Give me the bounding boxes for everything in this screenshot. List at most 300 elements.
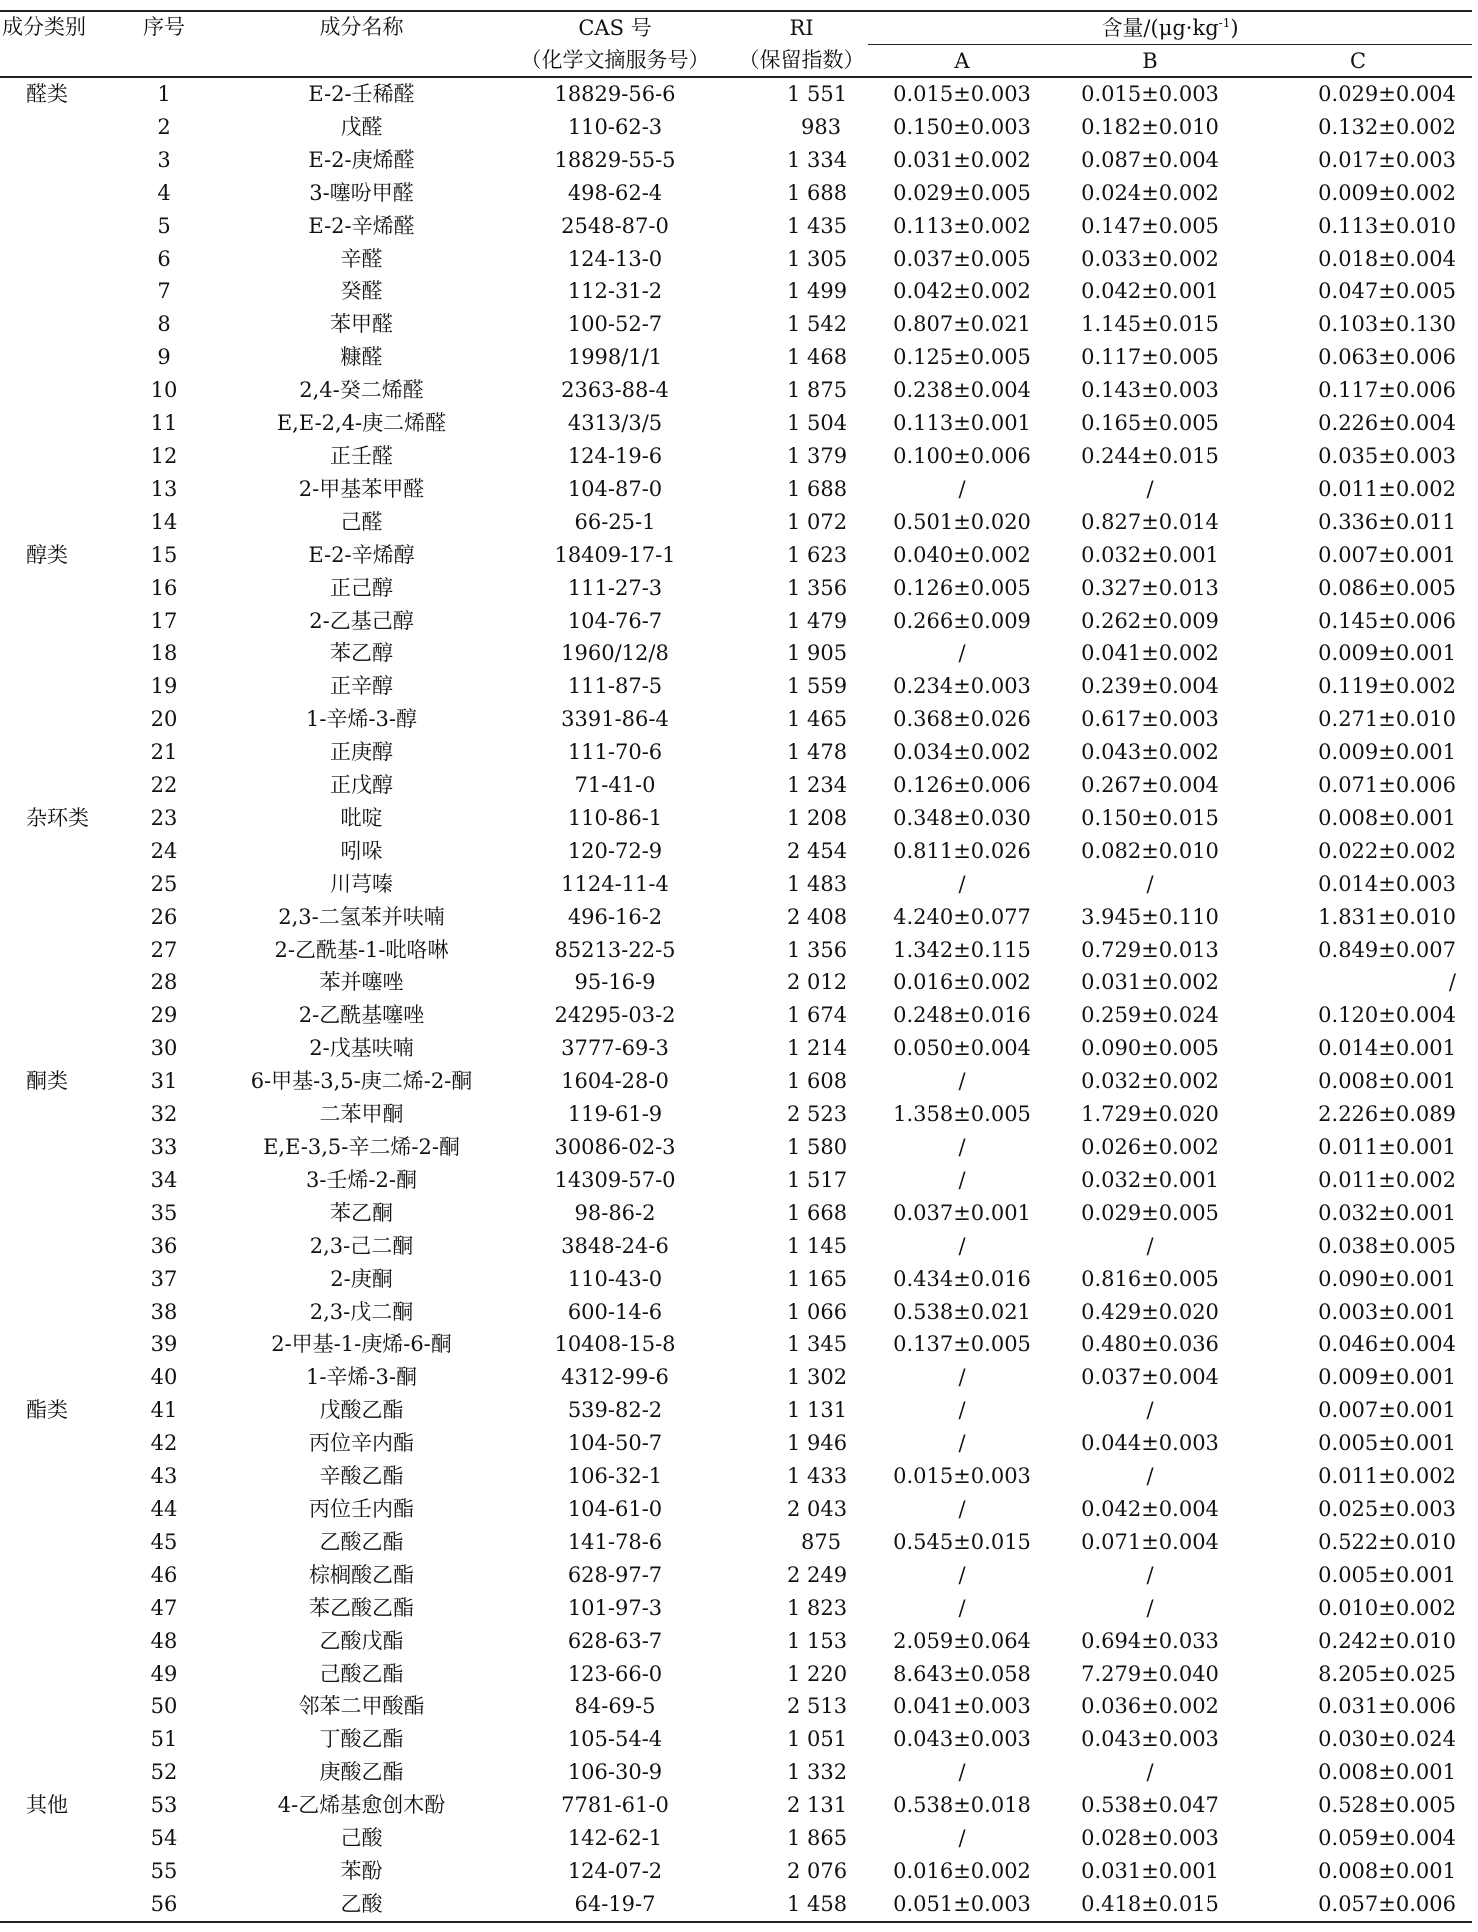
number-cell: 12 — [150, 443, 178, 468]
name-cell: 癸醛 — [340, 279, 383, 304]
value-b-cell: 0.117±0.005 — [1081, 345, 1219, 370]
value-a-cell: 0.050±0.004 — [893, 1036, 1031, 1061]
category-cell — [0, 473, 100, 506]
table-row — [0, 868, 1472, 901]
table-row — [0, 934, 1472, 967]
cas-cell: 7781-61-0 — [561, 1793, 669, 1818]
name-cell: 苯乙酸乙酯 — [309, 1595, 414, 1620]
value-b-cell: / — [1146, 476, 1154, 501]
value-b-cell: / — [1146, 1464, 1154, 1489]
value-c-cell: 0.009±0.001 — [1318, 740, 1456, 765]
value-b-cell: 0.090±0.005 — [1081, 1036, 1219, 1061]
value-c-cell: 0.117±0.006 — [1318, 378, 1456, 403]
cas-cell: 14309-57-0 — [554, 1167, 676, 1192]
value-c-cell: 0.059±0.004 — [1318, 1826, 1456, 1851]
name-cell: 2-乙酰基噻唑 — [298, 1003, 425, 1028]
category-cell — [0, 1493, 100, 1526]
category-cell — [0, 1427, 100, 1460]
number-cell: 30 — [150, 1036, 178, 1061]
ri-cell: 1 066 — [787, 1299, 848, 1324]
number-cell: 54 — [150, 1826, 178, 1851]
value-a-cell: 0.150±0.003 — [893, 114, 1031, 139]
number-cell: 20 — [150, 707, 178, 732]
number-cell: 46 — [150, 1562, 178, 1587]
cas-cell: 30086-02-3 — [554, 1135, 676, 1159]
table-row — [0, 177, 1472, 210]
value-b-cell: 1.729±0.020 — [1081, 1102, 1219, 1127]
name-cell: 己酸 — [340, 1826, 383, 1851]
table-body — [0, 77, 1472, 1922]
value-a-cell: 0.041±0.003 — [893, 1694, 1031, 1719]
value-a-cell: 0.037±0.005 — [893, 246, 1031, 271]
category-cell — [0, 308, 100, 341]
ri-cell: 2 076 — [787, 1858, 848, 1883]
cas-cell: 496-16-2 — [567, 904, 663, 929]
ri-cell: 1 688 — [787, 180, 848, 205]
number-cell: 19 — [150, 674, 178, 699]
value-a-cell: 2.059±0.064 — [893, 1628, 1031, 1653]
cas-cell: 628-63-7 — [567, 1628, 663, 1653]
category-cell — [0, 1690, 100, 1723]
ri-cell: 1 220 — [787, 1661, 848, 1686]
value-a-cell: 0.137±0.005 — [893, 1332, 1031, 1357]
table-row — [0, 670, 1472, 703]
cas-cell: 3391-86-4 — [561, 707, 669, 732]
value-c-cell: 0.022±0.002 — [1318, 838, 1456, 863]
category-cell — [0, 1328, 100, 1361]
category-cell — [0, 670, 100, 703]
name-cell: 吲哚 — [340, 838, 383, 863]
category-cell — [0, 210, 100, 243]
value-a-cell: 0.545±0.015 — [893, 1529, 1031, 1554]
category-cell: 酯类 — [26, 1398, 68, 1423]
category-cell — [0, 275, 100, 308]
number-cell: 47 — [150, 1595, 178, 1620]
value-c-cell: 0.009±0.002 — [1318, 180, 1456, 205]
category-cell — [0, 177, 100, 210]
name-cell: 苯乙酮 — [330, 1200, 393, 1225]
header-cas-sub: （化学文摘服务号） — [520, 47, 710, 72]
table-row — [0, 1526, 1472, 1559]
number-cell: 16 — [150, 575, 178, 600]
number-cell: 26 — [150, 904, 178, 929]
value-b-cell: 0.032±0.001 — [1081, 1167, 1219, 1192]
value-c-cell: 0.090±0.001 — [1318, 1266, 1456, 1291]
value-c-cell: 0.046±0.004 — [1318, 1332, 1456, 1357]
cas-cell: 66-25-1 — [574, 509, 656, 534]
value-c-cell: 0.086±0.005 — [1318, 575, 1456, 600]
category-cell — [0, 1131, 100, 1164]
value-a-cell: / — [958, 1826, 966, 1851]
category-cell — [0, 1625, 100, 1658]
value-b-cell: 0.032±0.001 — [1081, 542, 1219, 567]
name-cell: E-2-壬稀醛 — [308, 82, 415, 106]
table-row — [0, 1625, 1472, 1658]
number-cell: 24 — [150, 838, 178, 863]
cas-cell: 141-78-6 — [567, 1529, 663, 1554]
value-b-cell: 0.259±0.024 — [1081, 1003, 1219, 1028]
value-b-cell: 0.327±0.013 — [1081, 575, 1219, 600]
number-cell: 2 — [157, 114, 171, 139]
table-row — [0, 77, 1472, 111]
value-c-cell: 0.025±0.003 — [1318, 1496, 1456, 1521]
value-b-cell: 0.031±0.001 — [1081, 1858, 1219, 1883]
cas-cell: 124-13-0 — [567, 246, 663, 271]
name-cell: E-2-辛烯醇 — [308, 542, 415, 567]
header-sample-b: B — [1056, 45, 1244, 78]
name-cell: 二苯甲酮 — [319, 1102, 404, 1127]
table-row — [0, 572, 1472, 605]
table-row — [0, 275, 1472, 308]
table-row — [0, 1328, 1472, 1361]
value-a-cell: / — [958, 641, 966, 666]
value-a-cell: 0.811±0.026 — [893, 838, 1031, 863]
number-cell: 23 — [150, 805, 178, 830]
table-row — [0, 210, 1472, 243]
ri-cell: 1 433 — [787, 1464, 848, 1489]
name-cell: 4-乙烯基愈创木酚 — [277, 1793, 446, 1818]
cas-cell: 98-86-2 — [574, 1200, 656, 1225]
value-b-cell: 0.150±0.015 — [1081, 805, 1219, 830]
category-cell — [0, 1526, 100, 1559]
number-cell: 49 — [150, 1661, 178, 1686]
value-a-cell: 0.538±0.018 — [893, 1793, 1031, 1818]
number-cell: 33 — [150, 1135, 178, 1159]
name-cell: 2-庚酮 — [330, 1266, 393, 1291]
value-c-cell: 0.113±0.010 — [1318, 213, 1456, 238]
cas-cell: 10408-15-8 — [554, 1332, 676, 1357]
table-row — [0, 637, 1472, 670]
number-cell: 17 — [150, 608, 178, 633]
ri-cell: 1 674 — [787, 1003, 848, 1028]
category-cell — [0, 1197, 100, 1230]
cas-cell: 104-61-0 — [567, 1496, 663, 1521]
table-row — [0, 1197, 1472, 1230]
value-c-cell: 0.011±0.002 — [1318, 1167, 1456, 1192]
category-cell: 醇类 — [26, 542, 68, 567]
name-cell: 辛酸乙酯 — [319, 1464, 404, 1489]
name-cell: 庚酸乙酯 — [319, 1760, 404, 1785]
name-cell: 辛醛 — [340, 246, 383, 271]
name-cell: 邻苯二甲酸酯 — [298, 1694, 425, 1719]
cas-cell: 18829-55-5 — [554, 147, 676, 172]
name-cell: 戊酸乙酯 — [319, 1398, 404, 1423]
name-cell: E,E-2,4-庚二烯醛 — [276, 411, 447, 436]
header-number: 序号 — [143, 15, 185, 39]
value-a-cell: / — [958, 1496, 966, 1521]
value-a-cell: 0.125±0.005 — [893, 345, 1031, 370]
value-b-cell: / — [1146, 1760, 1154, 1785]
table-row — [0, 473, 1472, 506]
value-b-cell: 0.538±0.047 — [1081, 1793, 1219, 1818]
ri-cell: 1 214 — [787, 1036, 848, 1061]
value-b-cell: 0.694±0.033 — [1081, 1628, 1219, 1653]
value-a-cell: 0.266±0.009 — [893, 608, 1031, 633]
value-a-cell: 0.029±0.005 — [893, 180, 1031, 205]
category-cell — [0, 572, 100, 605]
number-cell: 9 — [157, 345, 171, 370]
name-cell: 棕榈酸乙酯 — [309, 1562, 414, 1587]
number-cell: 37 — [150, 1266, 178, 1291]
value-c-cell: 0.008±0.001 — [1318, 1069, 1456, 1094]
value-b-cell: 0.143±0.003 — [1081, 378, 1219, 403]
value-b-cell: 0.816±0.005 — [1081, 1266, 1219, 1291]
value-c-cell: 0.071±0.006 — [1318, 773, 1456, 798]
number-cell: 34 — [150, 1167, 178, 1192]
value-a-cell: 0.113±0.002 — [893, 213, 1031, 238]
table-row — [0, 1131, 1472, 1164]
cas-cell: 24295-03-2 — [554, 1003, 676, 1028]
value-a-cell: 0.238±0.004 — [893, 378, 1031, 403]
number-cell: 38 — [150, 1299, 178, 1324]
value-b-cell: 0.165±0.005 — [1081, 411, 1219, 436]
table-row — [0, 440, 1472, 473]
value-c-cell: 0.007±0.001 — [1318, 542, 1456, 567]
value-a-cell: / — [958, 1365, 966, 1390]
value-c-cell: 0.047±0.005 — [1318, 279, 1456, 304]
name-cell: 正己醇 — [330, 575, 393, 600]
value-a-cell: 0.040±0.002 — [893, 542, 1031, 567]
category-cell — [0, 934, 100, 967]
category-cell — [0, 637, 100, 670]
ri-cell: 1 517 — [787, 1167, 848, 1192]
name-cell: 3-噻吩甲醛 — [309, 180, 414, 205]
value-a-cell: / — [958, 1595, 966, 1620]
ri-cell: 1 302 — [787, 1365, 848, 1390]
category-cell — [0, 966, 100, 999]
category-cell — [0, 1723, 100, 1756]
value-b-cell: 0.042±0.001 — [1081, 279, 1219, 304]
value-b-cell: 0.043±0.002 — [1081, 740, 1219, 765]
cas-cell: 18409-17-1 — [554, 542, 676, 567]
number-cell: 32 — [150, 1102, 178, 1127]
ri-cell: 875 — [801, 1529, 842, 1554]
number-cell: 35 — [150, 1200, 178, 1225]
category-cell — [0, 1164, 100, 1197]
value-a-cell: 0.368±0.026 — [893, 707, 1031, 732]
ri-cell: 1 208 — [787, 805, 848, 830]
number-cell: 28 — [150, 970, 178, 995]
table-row — [0, 605, 1472, 638]
table-row — [0, 111, 1472, 144]
value-a-cell: 0.037±0.001 — [893, 1200, 1031, 1225]
cas-cell: 105-54-4 — [567, 1727, 663, 1752]
category-cell: 酮类 — [26, 1069, 68, 1094]
ri-cell: 1 234 — [787, 773, 848, 798]
value-c-cell: 0.522±0.010 — [1318, 1529, 1456, 1554]
number-cell: 56 — [150, 1891, 178, 1916]
number-cell: 39 — [150, 1332, 178, 1357]
ri-cell: 1 542 — [787, 312, 848, 337]
number-cell: 48 — [150, 1628, 178, 1653]
value-c-cell: 0.010±0.002 — [1318, 1595, 1456, 1620]
ri-cell: 1 468 — [787, 345, 848, 370]
ri-cell: 1 465 — [787, 707, 848, 732]
name-cell: 糠醛 — [340, 345, 383, 370]
value-b-cell: 0.033±0.002 — [1081, 246, 1219, 271]
value-b-cell: / — [1146, 1398, 1154, 1423]
table-row — [0, 1888, 1472, 1922]
ri-cell: 1 131 — [787, 1398, 848, 1423]
category-cell — [0, 1592, 100, 1625]
category-cell — [0, 1361, 100, 1394]
category-cell — [0, 868, 100, 901]
value-b-cell: / — [1146, 1233, 1154, 1258]
table-row — [0, 1592, 1472, 1625]
cas-cell: 1124-11-4 — [561, 871, 669, 896]
value-a-cell: 0.016±0.002 — [893, 1858, 1031, 1883]
ri-cell: 1 865 — [787, 1826, 848, 1851]
number-cell: 11 — [150, 411, 178, 436]
category-cell — [0, 506, 100, 539]
number-cell: 18 — [150, 641, 178, 666]
value-a-cell: / — [958, 1167, 966, 1192]
value-a-cell: / — [958, 1233, 966, 1258]
header-content-sup: -1 — [1218, 15, 1231, 30]
category-cell — [0, 901, 100, 934]
ri-cell: 1 875 — [787, 378, 848, 403]
name-cell: 正庚醇 — [330, 740, 393, 765]
number-cell: 5 — [157, 213, 171, 238]
table-row — [0, 802, 1472, 835]
number-cell: 53 — [150, 1793, 178, 1818]
ri-cell: 1 608 — [787, 1069, 848, 1094]
cas-cell: 106-32-1 — [567, 1464, 663, 1489]
category-cell — [0, 703, 100, 736]
ri-cell: 1 072 — [787, 509, 848, 534]
value-b-cell: 0.082±0.010 — [1081, 838, 1219, 863]
value-a-cell: / — [958, 476, 966, 501]
value-b-cell: 0.029±0.005 — [1081, 1200, 1219, 1225]
category-cell — [0, 341, 100, 374]
ri-cell: 2 012 — [787, 970, 848, 995]
ri-cell: 1 051 — [787, 1727, 848, 1752]
name-cell: E-2-辛烯醛 — [308, 213, 415, 238]
name-cell: 己酸乙酯 — [319, 1661, 404, 1686]
cas-cell: 112-31-2 — [567, 279, 663, 304]
value-c-cell: 0.011±0.001 — [1318, 1135, 1456, 1159]
table-row — [0, 1394, 1472, 1427]
value-a-cell: 0.434±0.016 — [893, 1266, 1031, 1291]
value-c-cell: 0.014±0.003 — [1318, 871, 1456, 896]
value-b-cell: 0.026±0.002 — [1081, 1135, 1219, 1159]
value-b-cell: 3.945±0.110 — [1081, 904, 1219, 929]
cas-cell: 111-27-3 — [567, 575, 663, 600]
number-cell: 50 — [150, 1694, 178, 1719]
table-row — [0, 1230, 1472, 1263]
header-cas: CAS 号 — [578, 15, 652, 40]
category-cell — [0, 769, 100, 802]
ri-cell: 983 — [801, 114, 842, 139]
value-a-cell: 0.234±0.003 — [893, 674, 1031, 699]
ri-cell: 1 458 — [787, 1891, 848, 1916]
value-b-cell: 0.429±0.020 — [1081, 1299, 1219, 1324]
number-cell: 27 — [150, 937, 178, 962]
table-row — [0, 769, 1472, 802]
value-b-cell: 0.031±0.002 — [1081, 970, 1219, 995]
category-cell — [0, 374, 100, 407]
name-cell: 苯甲醛 — [330, 312, 393, 337]
name-cell: 2,4-癸二烯醛 — [299, 378, 424, 403]
table-row — [0, 1427, 1472, 1460]
table-row — [0, 966, 1472, 999]
table-row — [0, 243, 1472, 276]
value-c-cell: 0.007±0.001 — [1318, 1398, 1456, 1423]
category-cell — [0, 1822, 100, 1855]
value-c-cell: 0.038±0.005 — [1318, 1233, 1456, 1258]
name-cell: 丙位辛内酯 — [309, 1431, 414, 1456]
value-a-cell: 0.015±0.003 — [893, 82, 1031, 106]
header-content — [868, 11, 1472, 45]
name-cell: 1-辛烯-3-醇 — [305, 707, 417, 732]
table-row — [0, 407, 1472, 440]
value-a-cell: / — [958, 1135, 966, 1159]
value-a-cell: 0.126±0.006 — [893, 773, 1031, 798]
ri-cell: 1 946 — [787, 1431, 848, 1456]
table-row — [0, 999, 1472, 1032]
value-c-cell: 0.003±0.001 — [1318, 1299, 1456, 1324]
table-row — [0, 1723, 1472, 1756]
header-ri: RI — [789, 15, 814, 40]
cas-cell: 1604-28-0 — [561, 1069, 669, 1094]
table-row — [0, 736, 1472, 769]
value-a-cell: 0.016±0.002 — [893, 970, 1031, 995]
ri-cell: 1 334 — [787, 147, 848, 172]
value-b-cell: 0.182±0.010 — [1081, 114, 1219, 139]
ri-cell: 1 435 — [787, 213, 848, 238]
value-a-cell: / — [958, 1562, 966, 1587]
category-cell — [0, 1855, 100, 1888]
table-row — [0, 703, 1472, 736]
ri-cell: 1 478 — [787, 740, 848, 765]
value-b-cell: 0.267±0.004 — [1081, 773, 1219, 798]
value-c-cell: 0.226±0.004 — [1318, 411, 1456, 436]
number-cell: 4 — [157, 180, 171, 205]
ri-cell: 1 668 — [787, 1200, 848, 1225]
cas-cell: 498-62-4 — [567, 180, 663, 205]
number-cell: 8 — [157, 312, 171, 337]
value-c-cell: 0.849±0.007 — [1318, 937, 1456, 962]
number-cell: 41 — [150, 1398, 178, 1423]
cas-cell: 142-62-1 — [567, 1826, 663, 1851]
value-c-cell: 0.011±0.002 — [1318, 1464, 1456, 1489]
header-sample-c: C — [1244, 45, 1472, 78]
value-c-cell: 0.031±0.006 — [1318, 1694, 1456, 1719]
table-row — [0, 1690, 1472, 1723]
value-b-cell: 0.044±0.003 — [1081, 1431, 1219, 1456]
value-a-cell: 0.126±0.005 — [893, 575, 1031, 600]
ri-cell: 1 479 — [787, 608, 848, 633]
value-c-cell: 0.120±0.004 — [1318, 1003, 1456, 1028]
cas-cell: 3848-24-6 — [561, 1233, 669, 1258]
category-cell — [0, 1230, 100, 1263]
value-c-cell: 0.017±0.003 — [1318, 147, 1456, 172]
table-row — [0, 1361, 1472, 1394]
value-c-cell: 0.132±0.002 — [1318, 114, 1456, 139]
cas-cell: 71-41-0 — [574, 773, 656, 798]
number-cell: 55 — [150, 1858, 178, 1883]
cas-cell: 104-87-0 — [567, 476, 663, 501]
number-cell: 42 — [150, 1431, 178, 1456]
category-cell — [0, 1658, 100, 1691]
number-cell: 43 — [150, 1464, 178, 1489]
category-cell: 其他 — [26, 1793, 68, 1818]
cas-cell: 111-87-5 — [567, 674, 663, 699]
compound-table — [0, 10, 1472, 1923]
value-a-cell: 0.034±0.002 — [893, 740, 1031, 765]
category-cell — [0, 111, 100, 144]
value-a-cell: 1.342±0.115 — [893, 937, 1031, 962]
